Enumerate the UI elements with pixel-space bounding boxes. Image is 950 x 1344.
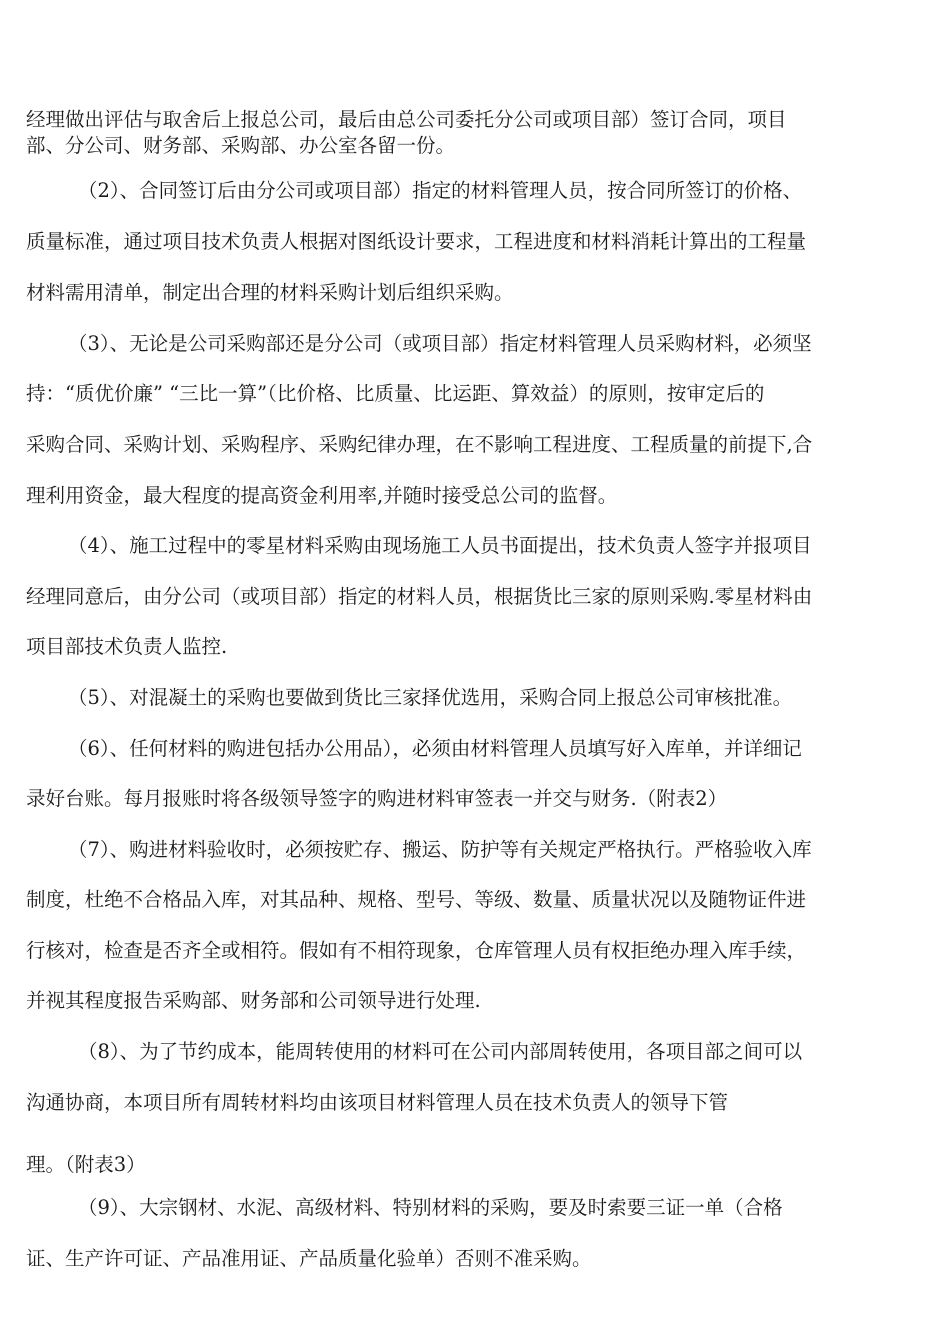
paragraph-4-line-1: （4）、施工过程中的零星材料采购由现场施工人员书面提出，技术负责人签字并报项目 [68,534,812,557]
paragraph-4-line-3: 项目部技术负责人监控. [26,635,228,658]
paragraph-9-line-2: 证、生产许可证、产品准用证、产品质量化验单）否则不准采购。 [26,1247,592,1270]
paragraph-5-line-1: （5）、对混凝土的采购也要做到货比三家择优选用，采购合同上报总公司审核批准。 [68,686,793,709]
paragraph-3-line-4: 理利用资金，最大程度的提高资金利用率,并随时接受总公司的监督。 [26,484,618,507]
paragraph-2-line-3: 材料需用清单，制定出合理的材料采购计划后组织采购。 [26,281,514,304]
paragraph-2-line-1: （2）、合同签订后由分公司或项目部）指定的材料管理人员，按合同所签订的价格、 [78,179,803,202]
paragraph-6-line-1: （6）、任何材料的购进包括办公用品），必须由材料管理人员填写好入库单，并详细记 [68,737,802,760]
paragraph-3-line-3: 采购合同、采购计划、采购程序、采购纪律办理，在不影响工程进度、工程质量的前提下,合 [26,433,813,456]
paragraph-1-line-2: 部、分公司、财务部、采购部、办公室各留一份。 [26,134,456,157]
paragraph-6-line-2: 录好台账。每月报账时将各级领导签字的购进材料审签表一并交与财务.（附表2） [26,787,728,810]
paragraph-8-line-2: 沟通协商，本项目所有周转材料均由该项目材料管理人员在技术负责人的领导下管 [26,1091,729,1114]
paragraph-9-line-1: （9）、大宗钢材、水泥、高级材料、特别材料的采购，要及时索要三证一单（合格 [78,1196,783,1219]
paragraph-8-line-1: （8）、为了节约成本，能周转使用的材料可在公司内部周转使用，各项目部之间可以 [78,1040,803,1063]
paragraph-8-line-3: 理。（附表3） [26,1153,146,1176]
paragraph-4-line-2: 经理同意后，由分公司（或项目部）指定的材料人员，根据货比三家的原则采购.零星材料由 [26,585,813,608]
paragraph-3-line-1: （3）、无论是公司采购部还是分公司（或项目部）指定材料管理人员采购材料，必须坚 [68,332,812,355]
paragraph-7-line-2: 制度，杜绝不合格品入库，对其品种、规格、型号、等级、数量、质量状况以及随物证件进 [26,888,807,911]
paragraph-2-line-2: 质量标准，通过项目技术负责人根据对图纸设计要求，工程进度和材料消耗计算出的工程量 [26,230,807,253]
paragraph-7-line-1: （7）、购进材料验收时，必须按贮存、搬运、防护等有关规定严格执行。严格验收入库 [68,838,812,861]
paragraph-1-line-1: 经理做出评估与取舍后上报总公司，最后由总公司委托分公司或项目部）签订合同，项目 [26,108,787,131]
paragraph-3-line-2: 持：“质优价廉” “三比一算”（比价格、比质量、比运距、算效益）的原则，按审定后的 [26,382,765,405]
paragraph-7-line-3: 行核对，检查是否齐全或相符。假如有不相符现象，仓库管理人员有权拒绝办理入库手续， [26,939,807,962]
paragraph-7-line-4: 并视其程度报告采购部、财务部和公司领导进行处理. [26,989,481,1012]
